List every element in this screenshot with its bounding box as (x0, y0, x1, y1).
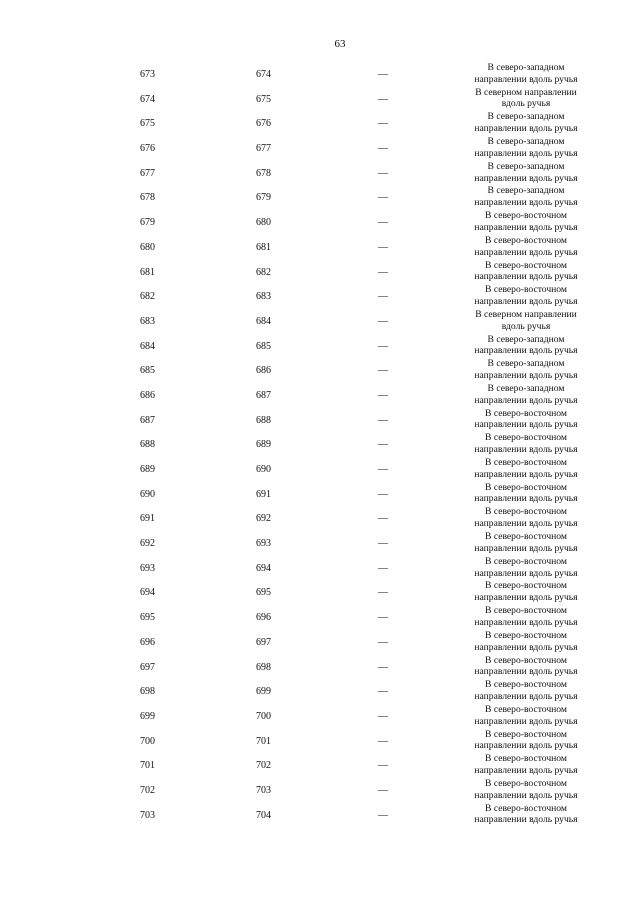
table-row (0, 483, 640, 508)
direction-line-1: В северо-восточном (485, 753, 567, 765)
empty-value-dash: — (378, 538, 388, 550)
table-row (0, 310, 640, 335)
table-row (0, 754, 640, 779)
from-point-cell: 684 (140, 340, 155, 352)
direction-line-2: направлении вдоль ручья (474, 567, 578, 579)
to-point-cell: 677 (256, 143, 271, 155)
direction-line-2: направлении вдоль ручья (474, 814, 578, 826)
table-row (0, 186, 640, 211)
direction-line-1: В северо-западном (487, 160, 565, 172)
from-point-cell: 679 (140, 217, 155, 229)
direction-line-1: В северо-западном (487, 111, 565, 123)
direction-line-1: В северо-восточном (485, 259, 567, 271)
to-point-cell: 680 (256, 217, 271, 229)
direction-description (460, 729, 592, 753)
to-point-cell: 689 (256, 439, 271, 451)
direction-description (460, 408, 592, 432)
from-point-cell: 696 (140, 636, 155, 648)
direction-line-2: направлении вдоль ручья (474, 197, 578, 209)
table-row (0, 63, 640, 88)
from-point-cell: 694 (140, 587, 155, 599)
direction-description (460, 580, 592, 604)
to-point-cell: 676 (256, 118, 271, 130)
to-point-cell: 700 (256, 710, 271, 722)
direction-description (460, 358, 592, 382)
direction-description (460, 62, 592, 86)
direction-line-2: направлении вдоль ручья (474, 123, 578, 135)
direction-line-2: направлении вдоль ручья (474, 468, 578, 480)
to-point-cell: 684 (256, 315, 271, 327)
direction-description (460, 605, 592, 629)
direction-description (460, 136, 592, 160)
to-point-cell: 675 (256, 93, 271, 105)
from-point-cell: 681 (140, 266, 155, 278)
from-point-cell: 690 (140, 488, 155, 500)
direction-description (460, 630, 592, 654)
from-point-cell: 697 (140, 661, 155, 673)
to-point-cell: 693 (256, 538, 271, 550)
table-row (0, 261, 640, 286)
direction-line-2: направлении вдоль ручья (474, 246, 578, 258)
direction-line-1: В северо-западном (487, 185, 565, 197)
to-point-cell: 679 (256, 192, 271, 204)
direction-line-2: направлении вдоль ручья (474, 641, 578, 653)
to-point-cell: 694 (256, 562, 271, 574)
direction-line-2: направлении вдоль ручья (474, 444, 578, 456)
empty-value-dash: — (378, 464, 388, 475)
direction-line-1: В северо-восточном (485, 555, 567, 567)
to-point-cell: 674 (256, 69, 271, 80)
empty-value-dash: — (378, 241, 388, 253)
direction-description (460, 383, 592, 407)
from-point-cell: 673 (140, 69, 155, 80)
to-point-cell: 691 (256, 488, 271, 500)
direction-line-1: В северо-восточном (485, 605, 567, 617)
table-row (0, 631, 640, 656)
from-point-cell: 689 (140, 464, 155, 475)
direction-description (460, 506, 592, 530)
from-point-cell: 675 (140, 118, 155, 130)
empty-value-dash: — (378, 587, 388, 599)
empty-value-dash: — (378, 69, 388, 80)
empty-value-dash: — (378, 143, 388, 155)
table-row (0, 88, 640, 113)
empty-value-dash: — (378, 636, 388, 648)
direction-line-1: В северном направлении (475, 308, 577, 320)
from-point-cell: 700 (140, 735, 155, 747)
empty-value-dash: — (378, 389, 388, 401)
to-point-cell: 688 (256, 414, 271, 426)
direction-description (460, 531, 592, 555)
table-row (0, 162, 640, 187)
to-point-cell: 702 (256, 760, 271, 772)
to-point-cell: 695 (256, 587, 271, 599)
direction-line-2: направлении вдоль ручья (474, 789, 578, 801)
from-point-cell: 678 (140, 192, 155, 204)
to-point-cell: 678 (256, 167, 271, 179)
direction-line-1: В северо-восточном (485, 210, 567, 222)
direction-description (460, 704, 592, 728)
direction-line-2: направлении вдоль ручья (474, 616, 578, 628)
direction-line-1: В северо-западном (487, 382, 565, 394)
empty-value-dash: — (378, 192, 388, 204)
table-row (0, 236, 640, 261)
table-row (0, 211, 640, 236)
from-point-cell: 703 (140, 809, 155, 821)
direction-description (460, 556, 592, 580)
direction-description (460, 679, 592, 703)
direction-line-2: направлении вдоль ручья (474, 715, 578, 727)
table-row (0, 779, 640, 804)
direction-line-2: направлении вдоль ручья (474, 221, 578, 233)
from-point-cell: 688 (140, 439, 155, 451)
to-point-cell: 686 (256, 365, 271, 377)
direction-line-1: В северо-западном (487, 62, 565, 73)
from-point-cell: 677 (140, 167, 155, 179)
direction-line-1: В северо-восточном (485, 703, 567, 715)
empty-value-dash: — (378, 686, 388, 698)
table-row (0, 680, 640, 705)
direction-description (460, 235, 592, 259)
direction-line-1: В северо-восточном (485, 481, 567, 493)
direction-line-1: В северо-западном (487, 136, 565, 148)
from-point-cell: 698 (140, 686, 155, 698)
direction-line-2: направлении вдоль ручья (474, 271, 578, 283)
direction-line-1: В северо-восточном (485, 728, 567, 740)
direction-line-2: направлении вдоль ручья (474, 666, 578, 678)
to-point-cell: 682 (256, 266, 271, 278)
direction-description (460, 753, 592, 777)
direction-description (460, 185, 592, 209)
empty-value-dash: — (378, 760, 388, 772)
from-point-cell: 685 (140, 365, 155, 377)
direction-line-1: В северо-восточном (485, 654, 567, 666)
direction-line-1: В северо-восточном (485, 234, 567, 246)
from-point-cell: 676 (140, 143, 155, 155)
direction-line-1: В северо-восточном (485, 284, 567, 296)
direction-line-1: В северо-восточном (485, 679, 567, 691)
table-row (0, 285, 640, 310)
to-point-cell: 683 (256, 291, 271, 303)
direction-description (460, 778, 592, 802)
direction-line-1: В северо-западном (487, 358, 565, 370)
table-row (0, 705, 640, 730)
table-row (0, 137, 640, 162)
empty-value-dash: — (378, 513, 388, 525)
direction-description (460, 803, 592, 827)
empty-value-dash: — (378, 488, 388, 500)
table-row (0, 458, 640, 483)
direction-line-2: направлении вдоль ручья (474, 542, 578, 554)
to-point-cell: 690 (256, 464, 271, 475)
direction-line-2: направлении вдоль ручья (474, 172, 578, 184)
empty-value-dash: — (378, 93, 388, 105)
direction-line-2: вдоль ручья (501, 320, 551, 332)
to-point-cell: 685 (256, 340, 271, 352)
direction-line-1: В северо-восточном (485, 777, 567, 789)
table-row (0, 384, 640, 409)
direction-description (460, 457, 592, 481)
direction-line-1: В северо-западном (487, 333, 565, 345)
direction-description (460, 87, 592, 111)
empty-value-dash: — (378, 266, 388, 278)
from-point-cell: 691 (140, 513, 155, 525)
from-point-cell: 680 (140, 241, 155, 253)
from-point-cell: 695 (140, 612, 155, 624)
page-number: 63 (334, 38, 346, 50)
direction-line-2: направлении вдоль ручья (474, 592, 578, 604)
table-row (0, 507, 640, 532)
empty-value-dash: — (378, 439, 388, 451)
to-point-cell: 681 (256, 241, 271, 253)
from-point-cell: 686 (140, 389, 155, 401)
from-point-cell: 701 (140, 760, 155, 772)
table-row (0, 730, 640, 755)
to-point-cell: 687 (256, 389, 271, 401)
direction-line-1: В северо-восточном (485, 432, 567, 444)
direction-line-2: направлении вдоль ручья (474, 690, 578, 702)
from-point-cell: 674 (140, 93, 155, 105)
empty-value-dash: — (378, 217, 388, 229)
direction-description (460, 334, 592, 358)
table-row (0, 359, 640, 384)
empty-value-dash: — (378, 710, 388, 722)
from-point-cell: 683 (140, 315, 155, 327)
direction-line-2: направлении вдоль ручья (474, 765, 578, 777)
direction-description (460, 482, 592, 506)
to-point-cell: 699 (256, 686, 271, 698)
direction-description (460, 432, 592, 456)
direction-description (460, 260, 592, 284)
table-row (0, 532, 640, 557)
from-point-cell: 693 (140, 562, 155, 574)
to-point-cell: 692 (256, 513, 271, 525)
empty-value-dash: — (378, 118, 388, 130)
direction-line-1: В северо-восточном (485, 580, 567, 592)
direction-line-2: направлении вдоль ручья (474, 394, 578, 406)
boundary-table (0, 63, 640, 828)
empty-value-dash: — (378, 315, 388, 327)
direction-line-2: вдоль ручья (501, 98, 551, 110)
direction-description (460, 309, 592, 333)
empty-value-dash: — (378, 612, 388, 624)
from-point-cell: 692 (140, 538, 155, 550)
table-row (0, 804, 640, 829)
to-point-cell: 701 (256, 735, 271, 747)
to-point-cell: 698 (256, 661, 271, 673)
to-point-cell: 703 (256, 784, 271, 796)
empty-value-dash: — (378, 167, 388, 179)
direction-line-2: направлении вдоль ручья (474, 295, 578, 307)
to-point-cell: 704 (256, 809, 271, 821)
direction-description (460, 655, 592, 679)
empty-value-dash: — (378, 562, 388, 574)
empty-value-dash: — (378, 291, 388, 303)
to-point-cell: 697 (256, 636, 271, 648)
direction-line-1: В северном направлении (475, 86, 577, 98)
table-row (0, 656, 640, 681)
empty-value-dash: — (378, 661, 388, 673)
table-row (0, 335, 640, 360)
empty-value-dash: — (378, 414, 388, 426)
direction-line-1: В северо-восточном (485, 531, 567, 543)
direction-line-2: направлении вдоль ручья (474, 419, 578, 431)
direction-description (460, 284, 592, 308)
direction-line-1: В северо-восточном (485, 457, 567, 468)
to-point-cell: 696 (256, 612, 271, 624)
direction-description (460, 111, 592, 135)
from-point-cell: 687 (140, 414, 155, 426)
from-point-cell: 699 (140, 710, 155, 722)
direction-line-2: направлении вдоль ручья (474, 740, 578, 752)
empty-value-dash: — (378, 340, 388, 352)
direction-line-2: направлении вдоль ручья (474, 345, 578, 357)
direction-description (460, 210, 592, 234)
direction-line-2: направлении вдоль ручья (474, 493, 578, 505)
direction-line-2: направлении вдоль ручья (474, 73, 578, 85)
direction-line-1: В северо-восточном (485, 506, 567, 518)
direction-description (460, 161, 592, 185)
empty-value-dash: — (378, 365, 388, 377)
table-row (0, 606, 640, 631)
empty-value-dash: — (378, 784, 388, 796)
direction-line-1: В северо-восточном (485, 407, 567, 419)
direction-line-2: направлении вдоль ручья (474, 518, 578, 530)
table-row (0, 112, 640, 137)
table-row (0, 433, 640, 458)
direction-line-1: В северо-восточном (485, 802, 567, 814)
direction-line-1: В северо-восточном (485, 629, 567, 641)
table-row (0, 409, 640, 434)
empty-value-dash: — (378, 735, 388, 747)
direction-line-2: направлении вдоль ручья (474, 147, 578, 159)
direction-line-2: направлении вдоль ручья (474, 370, 578, 382)
table-row (0, 557, 640, 582)
table-row (0, 581, 640, 606)
from-point-cell: 682 (140, 291, 155, 303)
empty-value-dash: — (378, 809, 388, 821)
from-point-cell: 702 (140, 784, 155, 796)
